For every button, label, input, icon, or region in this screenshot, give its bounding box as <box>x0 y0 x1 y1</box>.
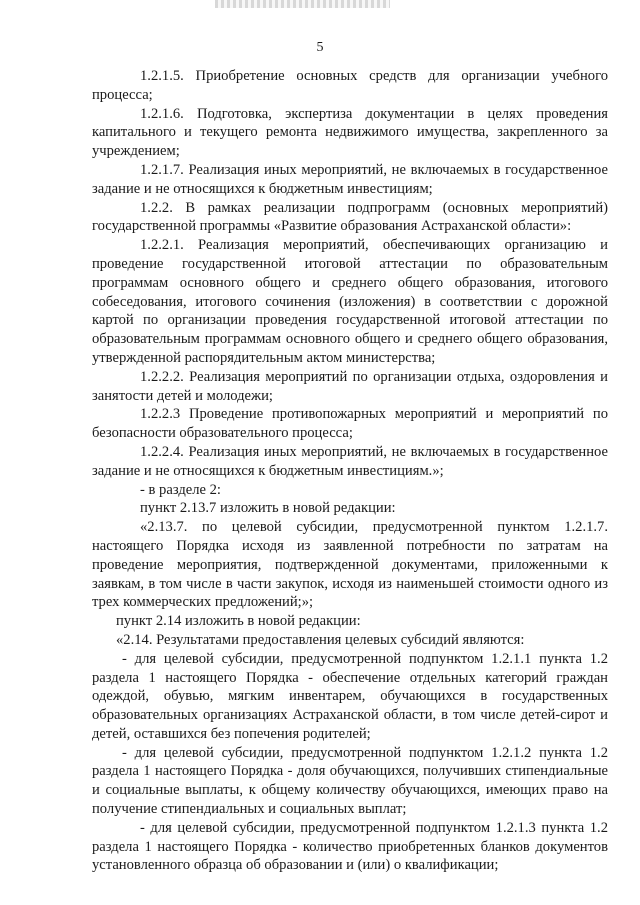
paragraph: 1.2.2.3 Проведение противопожарных мероприятий и мероприятий по безопасности образовательного процесса; <box>92 406 608 442</box>
paragraph: 1.2.2.4. Реализация иных мероприятий, не включаемых в государственное задание и не относящихся к бюджетным инвестициям.»; <box>92 443 608 479</box>
paragraph: «2.13.7. по целевой субсидии, предусмотренной пунктом 1.2.1.7. настоящего Порядка исходя из заявленной потребности по затратам на проведение мероприятия, подтвержденной документами, приложенными к заявкам, в том числе в части закупок, исходя из наименьшей стоимости одного из трех коммерческих предложений;»; <box>92 519 608 611</box>
paragraph: пункт 2.13.7 изложить в новой редакции: <box>140 500 396 517</box>
paragraph: 1.2.1.5. Приобретение основных средств для организации учебного процесса; <box>92 68 608 103</box>
paragraph: - для целевой субсидии, предусмотренной подпунктом 1.2.1.2 пункта 1.2 раздела 1 настоящего Порядка - доля обучающихся, получивших стипендиальные и социальные выплаты, к общему количеству обучающихся, имеющих право на получение стипендиальных и социальных выплат; <box>92 744 608 818</box>
paragraph: - для целевой субсидии, предусмотренной подпунктом 1.2.1.1 пункта 1.2 раздела 1 настоящего Порядка - обеспечение отдельных категорий граждан одеждой, обувью, мягким инвентарем, обучающихся в государственных образовательных организациях Астраханской области, в том числе детей-сирот и детей, оставшихся без попечения родителей; <box>92 650 608 742</box>
document-body <box>92 67 608 875</box>
paragraph: пункт 2.14 изложить в новой редакции: <box>116 613 361 630</box>
paragraph: 1.2.2. В рамках реализации подпрограмм (основных мероприятий) государственной программы «Развитие образования Астраханской области»: <box>92 199 608 235</box>
scan-artifact <box>215 0 390 8</box>
paragraph: - для целевой субсидии, предусмотренной подпунктом 1.2.1.3 пункта 1.2 раздела 1 настоящего Порядка - количество приобретенных бланков документов установленного образца об образовании и (или) о квалификации; <box>92 819 608 874</box>
paragraph: 1.2.1.7. Реализация иных мероприятий, не включаемых в государственное задание и не относящихся к бюджетным инвестициям; <box>92 161 608 197</box>
page-number: 5 <box>316 40 324 55</box>
paragraph: 1.2.1.6. Подготовка, экспертиза документации в целях проведения капитального и текущего ремонта недвижимого имущества, закрепленного за учреждением; <box>92 105 608 160</box>
paragraph: 1.2.2.2. Реализация мероприятий по организации отдыха, оздоровления и занятости детей и молодежи; <box>92 368 608 404</box>
paragraph: 1.2.2.1. Реализация мероприятий, обеспечивающих организацию и проведение государственной итоговой аттестации по образовательным программам основного общего и среднего общего образования, итогового собеседования, итогового сочинения (изложения) в соответствии с дорожной картой по организации проведения государственной итоговой аттестации по образовательным программам основного общего и среднего общего образования, утвержденной распорядительным актом министерства; <box>92 237 608 366</box>
paragraph: «2.14. Результатами предоставления целевых субсидий являются: <box>116 631 525 648</box>
paragraph: - в разделе 2: <box>140 481 221 498</box>
